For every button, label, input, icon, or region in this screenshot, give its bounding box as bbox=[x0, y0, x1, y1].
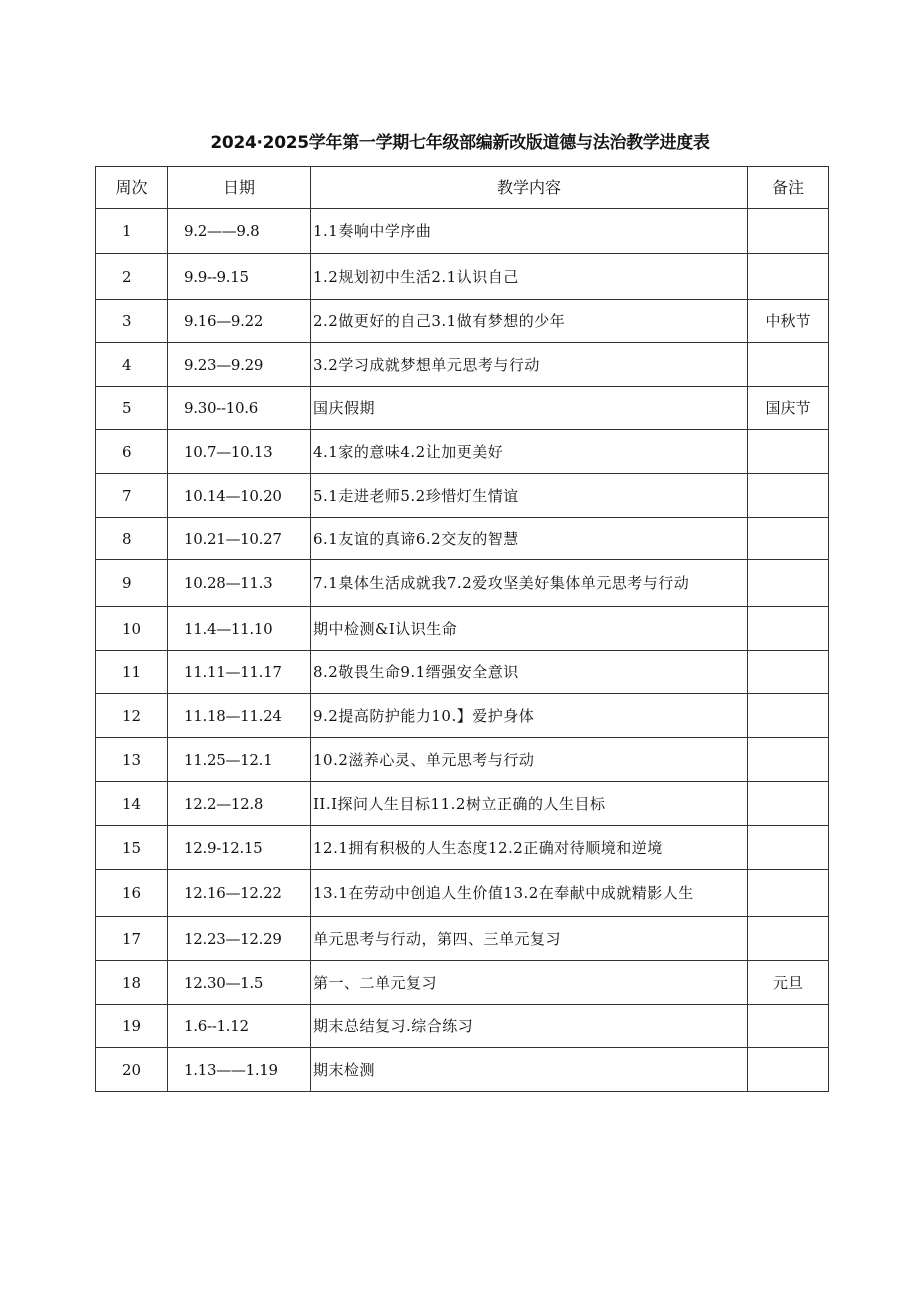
header-content: 教学内容 bbox=[311, 167, 748, 209]
content-cell: 期末总结复习.综合练习 bbox=[311, 1005, 748, 1048]
week-cell: 5 bbox=[96, 387, 168, 430]
week-cell: 11 bbox=[96, 651, 168, 694]
header-week: 周次 bbox=[96, 167, 168, 209]
header-note: 备注 bbox=[748, 167, 829, 209]
note-cell: 中秋节 bbox=[748, 300, 829, 343]
note-cell bbox=[748, 209, 829, 254]
date-cell: 9.30--10.6 bbox=[168, 387, 311, 430]
content-cell: 3.2学习成就梦想单元思考与行动 bbox=[311, 343, 748, 387]
table-row bbox=[96, 387, 829, 430]
table-row bbox=[96, 917, 829, 961]
header-row bbox=[96, 167, 829, 209]
content-cell: 6.1友谊的真谛6.2交友的智慧 bbox=[311, 518, 748, 560]
note-cell bbox=[748, 474, 829, 518]
note-cell bbox=[748, 518, 829, 560]
date-cell: 12.2—12.8 bbox=[168, 782, 311, 826]
content-cell: 单元思考与行动，第四、三单元复习 bbox=[311, 917, 748, 961]
date-cell: 11.18—11.24 bbox=[168, 694, 311, 738]
week-cell: 15 bbox=[96, 826, 168, 870]
table-row bbox=[96, 254, 829, 300]
content-cell: 8.2敬畏生命9.1缙强安全意识 bbox=[311, 651, 748, 694]
table-row bbox=[96, 870, 829, 917]
note-cell bbox=[748, 738, 829, 782]
table-row bbox=[96, 961, 829, 1005]
content-cell: 1.2规划初中生活2.1认识自己 bbox=[311, 254, 748, 300]
week-cell: 10 bbox=[96, 607, 168, 651]
page-title: 2024·2025学年第一学期七年级部编新改版道德与法治教学进度表 bbox=[210, 133, 710, 153]
note-cell bbox=[748, 343, 829, 387]
week-cell: 3 bbox=[96, 300, 168, 343]
content-cell: II.I探问人生目标11.2树立正确的人生目标 bbox=[311, 782, 748, 826]
date-cell: 1.13——1.19 bbox=[168, 1048, 311, 1092]
content-cell: 2.2做更好的自己3.1做有梦想的少年 bbox=[311, 300, 748, 343]
date-cell: 1.6--1.12 bbox=[168, 1005, 311, 1048]
table-row bbox=[96, 560, 829, 607]
schedule-table bbox=[95, 166, 829, 1092]
week-cell: 2 bbox=[96, 254, 168, 300]
note-cell: 元旦 bbox=[748, 961, 829, 1005]
date-cell: 9.16—9.22 bbox=[168, 300, 311, 343]
content-cell: 13.1在劳动中创追人生价值13.2在奉献中成就精影人生 bbox=[311, 870, 748, 917]
week-cell: 16 bbox=[96, 870, 168, 917]
note-cell bbox=[748, 782, 829, 826]
date-cell: 10.14—10.20 bbox=[168, 474, 311, 518]
note-cell bbox=[748, 1005, 829, 1048]
date-cell: 10.28—11.3 bbox=[168, 560, 311, 607]
week-cell: 14 bbox=[96, 782, 168, 826]
week-cell: 8 bbox=[96, 518, 168, 560]
content-cell: 1.1奏响中学序曲 bbox=[311, 209, 748, 254]
table-row bbox=[96, 430, 829, 474]
content-cell: 9.2提高防护能力10.】爱护身体 bbox=[311, 694, 748, 738]
note-cell bbox=[748, 430, 829, 474]
date-cell: 12.30—1.5 bbox=[168, 961, 311, 1005]
content-cell: 国庆假期 bbox=[311, 387, 748, 430]
date-cell: 11.11—11.17 bbox=[168, 651, 311, 694]
week-cell: 17 bbox=[96, 917, 168, 961]
content-cell: 5.1走进老师5.2珍惜灯生情谊 bbox=[311, 474, 748, 518]
header-date: 日期 bbox=[168, 167, 311, 209]
date-cell: 12.16—12.22 bbox=[168, 870, 311, 917]
week-cell: 18 bbox=[96, 961, 168, 1005]
table-row bbox=[96, 1048, 829, 1092]
note-cell bbox=[748, 694, 829, 738]
table-row bbox=[96, 300, 829, 343]
table-row bbox=[96, 474, 829, 518]
date-cell: 11.25—12.1 bbox=[168, 738, 311, 782]
week-cell: 13 bbox=[96, 738, 168, 782]
note-cell bbox=[748, 826, 829, 870]
table-row bbox=[96, 694, 829, 738]
table-row bbox=[96, 826, 829, 870]
date-cell: 11.4—11.10 bbox=[168, 607, 311, 651]
week-cell: 6 bbox=[96, 430, 168, 474]
note-cell bbox=[748, 1048, 829, 1092]
note-cell: 国庆节 bbox=[748, 387, 829, 430]
content-cell: 12.1拥有积极的人生态度12.2正确对待顺境和逆境 bbox=[311, 826, 748, 870]
week-cell: 19 bbox=[96, 1005, 168, 1048]
date-cell: 12.9-12.15 bbox=[168, 826, 311, 870]
table-row bbox=[96, 518, 829, 560]
content-cell: 期中检测&I认识生命 bbox=[311, 607, 748, 651]
date-cell: 9.9--9.15 bbox=[168, 254, 311, 300]
content-cell: 7.1臬体生活成就我7.2爱攻坚美好集体单元思考与行动 bbox=[311, 560, 748, 607]
week-cell: 4 bbox=[96, 343, 168, 387]
week-cell: 9 bbox=[96, 560, 168, 607]
schedule-rows bbox=[96, 209, 829, 1092]
table-row bbox=[96, 1005, 829, 1048]
date-cell: 10.7—10.13 bbox=[168, 430, 311, 474]
note-cell bbox=[748, 254, 829, 300]
note-cell bbox=[748, 560, 829, 607]
content-cell: 10.2滋养心灵、单元思考与行动 bbox=[311, 738, 748, 782]
week-cell: 7 bbox=[96, 474, 168, 518]
note-cell bbox=[748, 651, 829, 694]
table-row bbox=[96, 343, 829, 387]
content-cell: 期末检测 bbox=[311, 1048, 748, 1092]
week-cell: 1 bbox=[96, 209, 168, 254]
table-row bbox=[96, 651, 829, 694]
note-cell bbox=[748, 917, 829, 961]
content-cell: 第一、二单元复习 bbox=[311, 961, 748, 1005]
week-cell: 12 bbox=[96, 694, 168, 738]
note-cell bbox=[748, 607, 829, 651]
date-cell: 10.21—10.27 bbox=[168, 518, 311, 560]
table-row bbox=[96, 738, 829, 782]
date-cell: 9.2——9.8 bbox=[168, 209, 311, 254]
date-cell: 9.23—9.29 bbox=[168, 343, 311, 387]
table-row bbox=[96, 607, 829, 651]
table-row bbox=[96, 782, 829, 826]
table-row bbox=[96, 209, 829, 254]
content-cell: 4.1家的意味4.2让加更美好 bbox=[311, 430, 748, 474]
week-cell: 20 bbox=[96, 1048, 168, 1092]
date-cell: 12.23—12.29 bbox=[168, 917, 311, 961]
note-cell bbox=[748, 870, 829, 917]
